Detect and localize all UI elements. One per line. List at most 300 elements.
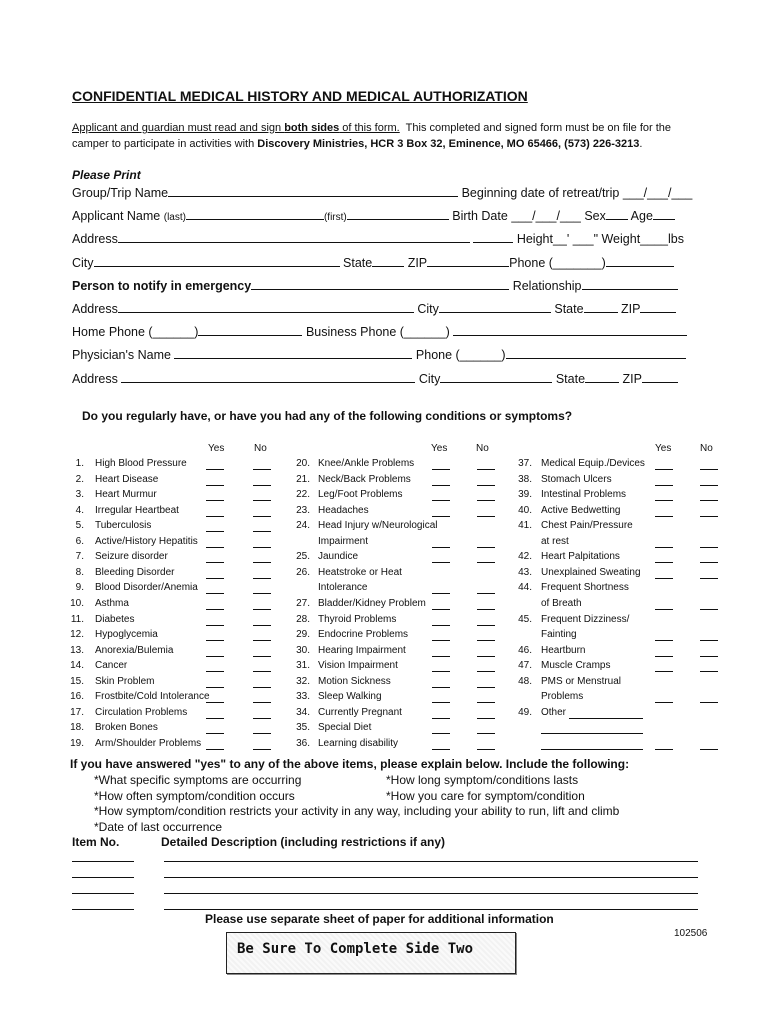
emergency-address-label: Address [72,302,118,316]
intro-line-1 [72,122,671,134]
bullet-symptoms: *What specific symptoms are occurring [94,773,302,787]
condition-number: 13. [70,644,84,656]
condition-number: 42. [518,551,532,563]
conditions-question: Do you regularly have, or have you had any of the following conditions or symptoms? [82,409,573,423]
phone-label: Phone (_______) [509,256,606,270]
condition-number: 7. [75,551,84,563]
physician-address-label: Address [72,372,118,386]
applicant-name-label: Applicant Name [72,209,161,223]
no-checkbox[interactable] [477,547,495,548]
yes-checkbox[interactable] [432,656,450,657]
business-phone-label: Business Phone (______) [305,325,450,339]
physician-state-input[interactable] [585,370,619,383]
city-input[interactable] [94,254,340,267]
condition-number: 32. [296,675,310,687]
condition-number: 10. [70,597,84,609]
emergency-state-label: State [554,302,584,316]
no-checkbox[interactable] [253,593,271,594]
no-checkbox[interactable] [253,531,271,532]
yes-checkbox[interactable] [206,609,224,610]
condition-label: Muscle Cramps [541,660,611,672]
condition-number: 37. [518,458,532,469]
yes-header-1: Yes [208,443,225,454]
condition-label: Medical Equip./Devices [541,458,645,469]
physician-phone-input[interactable] [506,346,686,359]
no-checkbox[interactable] [253,640,271,641]
condition-number: 11. [70,613,84,625]
physician-input[interactable] [174,346,412,359]
condition-label: Intolerance [318,582,368,594]
yes-checkbox[interactable] [655,562,673,563]
no-checkbox[interactable] [253,485,271,486]
condition-label: Irregular Heartbeat [95,504,179,516]
condition-label: Impairment [318,535,369,547]
emergency-zip-input[interactable] [640,300,676,313]
no-checkbox[interactable] [700,749,718,750]
birth-date-label: Birth Date [452,209,508,223]
birth-date-input[interactable]: ___/___/___ [511,209,581,223]
description-input-1[interactable] [164,861,698,862]
intro-line-2 [72,138,642,150]
condition-label: Hypoglycemia [95,629,158,641]
yes-checkbox[interactable] [206,531,224,532]
condition-number: 9. [75,582,84,594]
yes-header-3: Yes [655,443,672,454]
no-checkbox[interactable] [477,609,495,610]
no-checkbox[interactable] [477,733,495,734]
yes-checkbox[interactable] [655,485,673,486]
condition-label: High Blood Pressure [95,458,187,469]
condition-number: 41. [518,520,532,532]
item-no-header: Item No. [72,835,120,849]
physician-phone-label: Phone (______) [415,348,506,362]
condition-label: Knee/Ankle Problems [318,458,415,469]
condition-label: Unexplained Sweating [541,566,641,578]
no-checkbox[interactable] [477,640,495,641]
yes-checkbox[interactable] [432,485,450,486]
no-checkbox[interactable] [700,562,718,563]
condition-label: Intestinal Problems [541,489,627,501]
phone-input[interactable] [606,254,674,267]
no-checkbox[interactable] [700,469,718,470]
condition-number: 45. [518,613,532,625]
yes-checkbox[interactable] [432,469,450,470]
condition-label: Special Diet [318,722,372,734]
phones-row [72,323,687,339]
other-condition-input[interactable] [541,733,643,734]
condition-label: Head Injury w/Neurological [318,520,438,532]
city-label: City [72,256,94,270]
physician-label: Physician's Name [72,348,171,362]
condition-label: Leg/Foot Problems [318,489,403,501]
condition-label: Bleeding Disorder [95,566,175,578]
no-checkbox[interactable] [700,640,718,641]
no-checkbox[interactable] [253,516,271,517]
no-checkbox[interactable] [700,547,718,548]
yes-checkbox[interactable] [432,516,450,517]
yes-checkbox[interactable] [206,640,224,641]
yes-checkbox[interactable] [206,469,224,470]
condition-label: Active/History Hepatitis [95,535,198,547]
no-checkbox[interactable] [700,485,718,486]
condition-number: 27. [296,597,310,609]
yes-checkbox[interactable] [206,516,224,517]
no-header-1: No [254,443,267,454]
city-row [72,254,674,270]
description-header: Detailed Description (including restrictions if any) [161,835,446,849]
yes-checkbox[interactable] [655,547,673,548]
condition-label: Problems [541,691,584,703]
bullet-last-occurrence: *Date of last occurrence [94,820,223,834]
no-checkbox[interactable] [700,702,718,703]
no-checkbox[interactable] [700,656,718,657]
condition-number: 46. [518,644,532,656]
zip-label: ZIP [407,256,428,270]
condition-label: Frostbite/Cold Intolerance [95,691,210,703]
no-checkbox[interactable] [253,578,271,579]
bullet-care: *How you care for symptom/condition [386,789,585,803]
no-checkbox[interactable] [253,687,271,688]
no-checkbox[interactable] [700,609,718,610]
condition-label: Currently Pregnant [318,706,402,718]
no-checkbox[interactable] [477,702,495,703]
last-name-label: (last) [163,212,186,223]
condition-number: 49. [518,706,532,718]
home-phone-label: Home Phone (______) [72,325,199,339]
condition-number: 34. [296,706,310,718]
condition-label: Motion Sickness [318,675,391,687]
condition-label: Learning disability [318,737,399,749]
condition-label: Frequent Dizziness/ [541,613,630,625]
item-no-input-3[interactable] [72,893,134,894]
condition-label: Vision Impairment [318,660,398,672]
bullet-restrictions: *How symptom/condition restricts your activity in any way, including your ability to run, lift and climb [94,804,620,818]
item-no-input-1[interactable] [72,861,134,862]
yes-checkbox[interactable] [206,625,224,626]
intro-underline-2: of this form. [339,122,400,134]
condition-label: Diabetes [95,613,135,625]
condition-label: Circulation Problems [95,706,188,718]
condition-number: 1. [75,458,84,469]
form-title: CONFIDENTIAL MEDICAL HISTORY AND MEDICAL AUTHORIZATION [72,88,528,104]
yes-checkbox[interactable] [206,718,224,719]
emergency-city-label: City [417,302,439,316]
begin-date-label: Beginning date of retreat/trip [461,186,620,200]
yes-checkbox[interactable] [432,718,450,719]
condition-label: Asthma [95,597,129,609]
condition-number: 36. [296,737,310,749]
condition-number: 23. [296,504,310,516]
yes-checkbox[interactable] [432,500,450,501]
yes-header-2: Yes [431,443,448,454]
physician-address-row [72,370,678,386]
condition-label: Cancer [95,660,128,672]
yes-checkbox[interactable] [432,640,450,641]
condition-label: Headaches [318,504,369,516]
condition-number: 47. [518,660,532,672]
condition-label: at rest [541,535,569,547]
condition-label: Tuberculosis [95,520,152,532]
condition-number: 8. [75,566,84,578]
item-no-input-4[interactable] [72,909,134,910]
item-no-input-2[interactable] [72,877,134,878]
condition-label: Thyroid Problems [318,613,397,625]
condition-number: 35. [296,722,310,734]
condition-label: Heart Disease [95,473,159,485]
no-checkbox[interactable] [253,562,271,563]
no-checkbox[interactable] [253,733,271,734]
address-input[interactable] [118,230,470,243]
condition-label: Neck/Back Problems [318,473,411,485]
business-phone-input[interactable] [453,323,687,336]
condition-number: 48. [518,675,532,687]
no-checkbox[interactable] [477,749,495,750]
yes-checkbox[interactable] [206,547,224,548]
condition-label: Endocrine Problems [318,629,409,641]
condition-number: 19. [70,737,84,749]
condition-label: Other [541,706,567,718]
condition-label: Bladder/Kidney Problem [318,597,426,609]
description-input-2[interactable] [164,877,698,878]
yes-checkbox[interactable] [206,702,224,703]
no-checkbox[interactable] [477,485,495,486]
height-weight-label: Height__' ___" Weight____lbs [516,232,684,246]
no-checkbox[interactable] [700,516,718,517]
yes-checkbox[interactable] [655,702,673,703]
no-checkbox[interactable] [477,469,495,470]
yes-checkbox[interactable] [655,749,673,750]
no-checkbox[interactable] [477,562,495,563]
condition-number: 29. [296,629,310,641]
condition-number: 39. [518,489,532,501]
condition-label: Frequent Shortness [541,582,629,594]
no-header-2: No [476,443,489,454]
yes-checkbox[interactable] [206,485,224,486]
form-code: 102506 [674,928,708,939]
emergency-input[interactable] [251,277,509,290]
condition-number: 43. [518,566,532,578]
condition-label: Heart Palpitations [541,551,620,563]
condition-number: 20. [296,458,310,469]
no-checkbox[interactable] [477,656,495,657]
condition-number: 44. [518,582,532,594]
no-checkbox[interactable] [253,749,271,750]
condition-label: Heartburn [541,644,586,656]
applicant-row [72,207,675,223]
state-label: State [343,256,373,270]
first-name-input[interactable] [347,207,449,220]
no-checkbox[interactable] [253,718,271,719]
begin-date-input[interactable]: ___/___/___ [622,186,693,200]
condition-number: 16. [70,691,84,703]
condition-number: 28. [296,613,310,625]
yes-checkbox[interactable] [655,609,673,610]
yes-checkbox[interactable] [432,733,450,734]
yes-checkbox[interactable] [206,500,224,501]
no-checkbox[interactable] [477,516,495,517]
physician-city-input[interactable] [440,370,552,383]
condition-label: Active Bedwetting [541,504,621,516]
first-name-label: (first) [323,212,347,223]
description-input-3[interactable] [164,893,698,894]
condition-label: Anorexia/Bulemia [95,644,174,656]
side-two-box [226,932,516,974]
physician-state-label: State [555,372,586,386]
no-checkbox[interactable] [477,718,495,719]
condition-number: 31. [296,660,310,672]
physician-address-input[interactable] [121,370,415,383]
condition-number: 14. [70,660,84,672]
please-print-heading: Please Print [72,168,141,182]
yes-checkbox[interactable] [655,671,673,672]
yes-checkbox[interactable] [206,749,224,750]
condition-number: 38. [518,473,532,485]
no-checkbox[interactable] [253,702,271,703]
yes-checkbox[interactable] [206,562,224,563]
bullet-frequency: *How often symptom/condition occurs [94,789,295,803]
no-checkbox[interactable] [700,578,718,579]
condition-number: 40. [518,504,532,516]
yes-checkbox[interactable] [432,609,450,610]
explain-instructions: If you have answered "yes" to any of the above items, please explain below. Include the following: [70,757,630,771]
no-checkbox[interactable] [253,656,271,657]
condition-label: Seizure disorder [95,551,168,563]
condition-number: 6. [75,535,84,547]
address-extra-input[interactable] [473,230,513,243]
description-input-4[interactable] [164,909,698,910]
yes-checkbox[interactable] [655,656,673,657]
no-checkbox[interactable] [700,500,718,501]
physician-zip-label: ZIP [622,372,642,386]
no-checkbox[interactable] [253,547,271,548]
yes-checkbox[interactable] [432,671,450,672]
condition-label: Fainting [541,629,577,641]
no-checkbox[interactable] [477,593,495,594]
age-label: Age [630,209,653,223]
physician-city-label: City [418,372,441,386]
condition-label: Jaundice [318,551,359,563]
yes-checkbox[interactable] [206,656,224,657]
relationship-input[interactable] [582,277,678,290]
condition-label: Blood Disorder/Anemia [95,582,198,594]
no-header-3: No [700,443,713,454]
condition-label: PMS or Menstrual [541,675,622,687]
no-checkbox[interactable] [253,609,271,610]
condition-number: 15. [70,675,84,687]
condition-label: Sleep Walking [318,691,382,703]
condition-number: 26. [296,566,310,578]
yes-checkbox[interactable] [432,547,450,548]
yes-checkbox[interactable] [655,578,673,579]
group-trip-input[interactable] [168,184,458,197]
no-checkbox[interactable] [477,500,495,501]
other-condition-input[interactable] [569,718,643,719]
sex-input[interactable] [606,207,628,220]
emergency-state-input[interactable] [584,300,618,313]
group-trip-row [72,184,692,200]
yes-checkbox[interactable] [655,640,673,641]
condition-number: 30. [296,644,310,656]
yes-checkbox[interactable] [432,749,450,750]
yes-checkbox[interactable] [206,687,224,688]
no-checkbox[interactable] [477,687,495,688]
no-checkbox[interactable] [253,469,271,470]
condition-label: Heatstroke or Heat [318,566,402,578]
address-label: Address [72,232,118,246]
no-checkbox[interactable] [700,671,718,672]
yes-checkbox[interactable] [655,469,673,470]
no-checkbox[interactable] [253,500,271,501]
condition-number: 5. [75,520,84,532]
condition-number: 22. [296,489,310,501]
zip-input[interactable] [427,254,509,267]
relationship-label: Relationship [512,279,582,293]
condition-number: 25. [296,551,310,563]
condition-label: Broken Bones [95,722,158,734]
yes-checkbox[interactable] [655,516,673,517]
condition-number: 3. [75,489,84,501]
condition-label: Chest Pain/Pressure [541,520,633,532]
age-input[interactable] [653,207,675,220]
group-trip-label: Group/Trip Name [72,186,169,200]
separate-sheet-note: Please use separate sheet of paper for additional information [205,912,554,926]
emergency-city-input[interactable] [439,300,551,313]
state-input[interactable] [372,254,404,267]
condition-number: 33. [296,691,310,703]
condition-label: of Breath [541,597,582,609]
no-checkbox[interactable] [253,671,271,672]
yes-checkbox[interactable] [206,578,224,579]
bullet-duration: *How long symptom/conditions lasts [386,773,579,787]
condition-label: Hearing Impairment [318,644,406,656]
condition-number: 2. [75,473,84,485]
yes-checkbox[interactable] [206,671,224,672]
yes-checkbox[interactable] [432,687,450,688]
condition-label: Heart Murmur [95,489,157,501]
home-phone-input[interactable] [198,323,302,336]
yes-checkbox[interactable] [655,500,673,501]
condition-label: Skin Problem [95,675,155,687]
physician-zip-input[interactable] [642,370,678,383]
emergency-address-input[interactable] [118,300,414,313]
yes-checkbox[interactable] [432,562,450,563]
yes-checkbox[interactable] [206,593,224,594]
other-condition-input[interactable] [541,749,643,750]
emergency-label: Person to notify in emergency [72,279,252,293]
yes-checkbox[interactable] [432,593,450,594]
no-checkbox[interactable] [477,671,495,672]
condition-label: Stomach Ulcers [541,473,612,485]
intro-text-2: camper to participate in activities with [72,138,258,150]
yes-checkbox[interactable] [432,702,450,703]
condition-number: 17. [70,706,84,718]
intro-both-sides: both sides [284,122,340,134]
no-checkbox[interactable] [477,625,495,626]
yes-checkbox[interactable] [432,625,450,626]
intro-underline-1: Applicant and guardian must read and sign [72,122,285,134]
last-name-input[interactable] [186,207,324,220]
no-checkbox[interactable] [253,625,271,626]
condition-number: 24. [296,520,310,532]
organization-info: Discovery Ministries, HCR 3 Box 32, Eminence, MO 65466, (573) 226-3213 [257,138,640,150]
condition-number: 21. [296,473,310,485]
emergency-zip-label: ZIP [621,302,641,316]
yes-checkbox[interactable] [206,733,224,734]
address-row [72,230,684,246]
emergency-address-row [72,300,676,316]
intro-text-1: This completed and signed form must be on file for the [399,122,672,134]
condition-number: 12. [70,629,84,641]
